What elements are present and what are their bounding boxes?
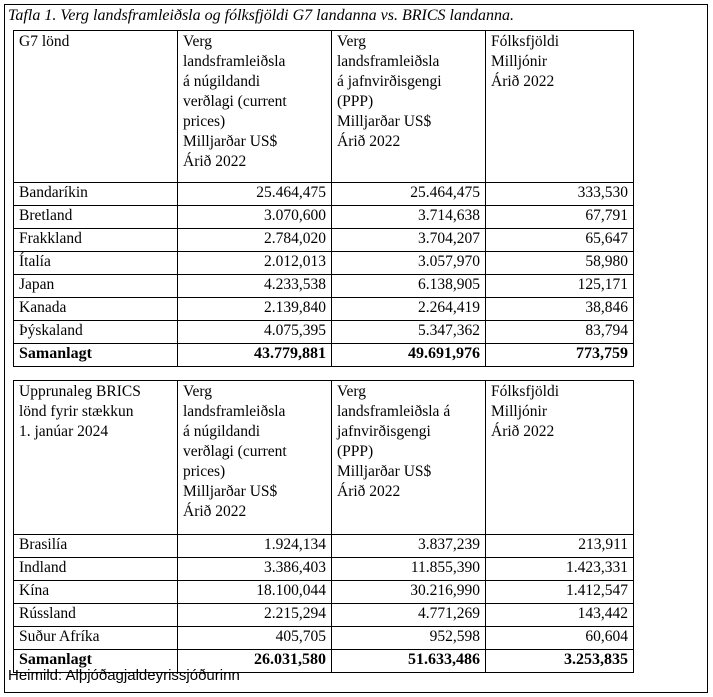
country-cell: Kína: [14, 581, 178, 604]
table-row: [14, 558, 634, 581]
country-cell: Indland: [14, 558, 178, 581]
pop-cell: 38,846: [486, 298, 634, 321]
total-ppp-cell: 51.633,486: [332, 650, 486, 673]
pop-cell: 143,442: [486, 604, 634, 627]
pop-cell: 125,171: [486, 275, 634, 298]
country-cell: Japan: [14, 275, 178, 298]
gdp-cell: 3.386,403: [178, 558, 332, 581]
column-header: Upprunaleg BRICS lönd fyrir stækkun 1. janúar 2024: [14, 381, 178, 535]
total-row: [14, 344, 634, 367]
total-gdp-cell: 43.779,881: [178, 344, 332, 367]
ppp-cell: 2.264,419: [332, 298, 486, 321]
brics-table: [13, 380, 634, 673]
country-cell: Þýskaland: [14, 321, 178, 344]
gdp-cell: 2.139,840: [178, 298, 332, 321]
total-pop-cell: 773,759: [486, 344, 634, 367]
ppp-cell: 3.837,239: [332, 535, 486, 558]
table-row: [14, 252, 634, 275]
table-row: [14, 627, 634, 650]
column-header: Verg landsframleiðsla á núgildandi verðlagi (current prices) Milljarðar US$ Árið 2022: [178, 31, 332, 183]
country-cell: Bandaríkin: [14, 183, 178, 206]
ppp-cell: 3.057,970: [332, 252, 486, 275]
table-row: [14, 535, 634, 558]
country-cell: Bretland: [14, 206, 178, 229]
gdp-cell: 2.012,013: [178, 252, 332, 275]
source-note: Heimild: Alþjóðagjaldeyrissjóðurinn: [8, 667, 240, 684]
pop-cell: 67,791: [486, 206, 634, 229]
ppp-cell: 30.216,990: [332, 581, 486, 604]
header-row: [14, 381, 634, 535]
country-cell: Brasilía: [14, 535, 178, 558]
table-row: [14, 183, 634, 206]
country-cell: Rússland: [14, 604, 178, 627]
column-header: Fólksfjöldi Milljónir Árið 2022: [486, 381, 634, 535]
ppp-cell: 4.771,269: [332, 604, 486, 627]
ppp-cell: 11.855,390: [332, 558, 486, 581]
pop-cell: 58,980: [486, 252, 634, 275]
ppp-cell: 3.714,638: [332, 206, 486, 229]
total-pop-cell: 3.253,835: [486, 650, 634, 673]
gdp-cell: 4.075,395: [178, 321, 332, 344]
column-header: Verg landsframleiðsla á jafnvirðisgengi (PPP) Milljarðar US$ Árið 2022: [332, 31, 486, 183]
gdp-cell: 1.924,134: [178, 535, 332, 558]
total-label: Samanlagt: [14, 344, 178, 367]
table-row: [14, 206, 634, 229]
table-row: [14, 275, 634, 298]
gdp-cell: 405,705: [178, 627, 332, 650]
country-cell: Frakkland: [14, 229, 178, 252]
pop-cell: 1.412,547: [486, 581, 634, 604]
pop-cell: 65,647: [486, 229, 634, 252]
column-header: G7 lönd: [14, 31, 178, 183]
pop-cell: 213,911: [486, 535, 634, 558]
country-cell: Kanada: [14, 298, 178, 321]
gdp-cell: 4.233,538: [178, 275, 332, 298]
table-row: [14, 229, 634, 252]
header-row: [14, 31, 634, 183]
column-header: Verg landsframleiðsla á jafnvirðisgengi (PPP) Milljarðar US$ Árið 2022: [332, 381, 486, 535]
table-row: [14, 581, 634, 604]
table-row: [14, 321, 634, 344]
gdp-cell: 3.070,600: [178, 206, 332, 229]
table-row: [14, 604, 634, 627]
pop-cell: 1.423,331: [486, 558, 634, 581]
g7-table: [13, 30, 634, 367]
total-gdp-cell: 26.031,580: [178, 650, 332, 673]
ppp-cell: 6.138,905: [332, 275, 486, 298]
gdp-cell: 18.100,044: [178, 581, 332, 604]
ppp-cell: 25.464,475: [332, 183, 486, 206]
gdp-cell: 2.784,020: [178, 229, 332, 252]
ppp-cell: 5.347,362: [332, 321, 486, 344]
gdp-cell: 2.215,294: [178, 604, 332, 627]
pop-cell: 60,604: [486, 627, 634, 650]
ppp-cell: 952,598: [332, 627, 486, 650]
table-caption: Tafla 1. Verg landsframleiðsla og fólksfjöldi G7 landanna vs. BRICS landanna.: [8, 7, 514, 24]
pop-cell: 83,794: [486, 321, 634, 344]
table-row: [14, 298, 634, 321]
country-cell: Suður Afríka: [14, 627, 178, 650]
total-label: Samanlagt: [14, 650, 178, 673]
pop-cell: 333,530: [486, 183, 634, 206]
total-ppp-cell: 49.691,976: [332, 344, 486, 367]
ppp-cell: 3.704,207: [332, 229, 486, 252]
country-cell: Ítalía: [14, 252, 178, 275]
column-header: Fólksfjöldi Milljónir Árið 2022: [486, 31, 634, 183]
column-header: Verg landsframleiðsla á núgildandi verðlagi (current prices) Milljarðar US$ Árið 2022: [178, 381, 332, 535]
gdp-cell: 25.464,475: [178, 183, 332, 206]
